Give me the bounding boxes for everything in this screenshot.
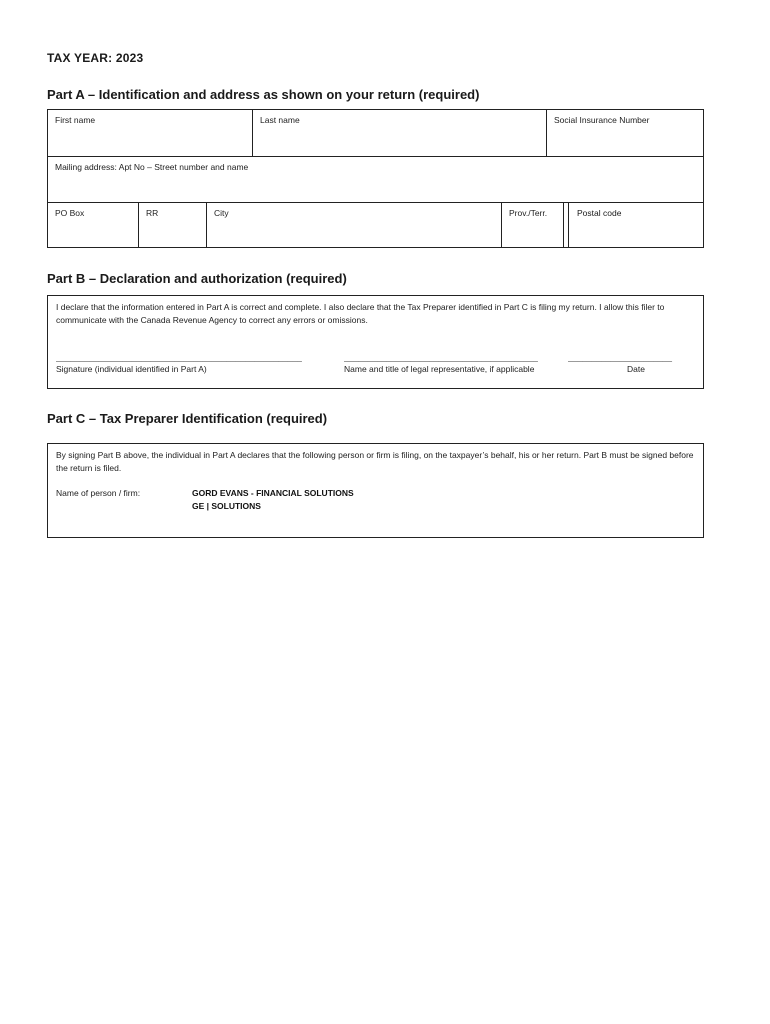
address-detail-row [48, 203, 703, 248]
preparer-statement: By signing Part B above, the individual in Part A declares that the following person or firm is filing, on the taxpayer’s behalf, his or her return. Part B must be signed before the return is filed. [56, 450, 694, 473]
mailing-address-row [48, 157, 703, 203]
city-label: City [214, 208, 229, 218]
postal-code-label: Postal code [577, 208, 622, 218]
prov-terr-field[interactable] [501, 203, 564, 248]
date-label: Date [627, 364, 645, 374]
rr-field[interactable] [138, 203, 206, 248]
part-b-declaration-box [47, 295, 704, 389]
part-c-heading: Part C – Tax Preparer Identification (required) [47, 411, 328, 426]
sin-label: Social Insurance Number [554, 115, 650, 125]
representative-line[interactable]: _________________________________________ [344, 352, 538, 362]
firm-name-line-2: GE | SOLUTIONS [192, 501, 261, 511]
part-a-heading: Part A – Identification and address as shown on your return (required) [47, 87, 480, 102]
signature-line[interactable]: ____________________________________________________ [56, 352, 302, 362]
po-box-label: PO Box [55, 208, 85, 218]
prov-terr-label: Prov./Terr. [509, 208, 548, 218]
part-b-heading: Part B – Declaration and authorization (required) [47, 271, 347, 286]
firm-name-line-1: GORD EVANS - FINANCIAL SOLUTIONS [192, 488, 354, 498]
first-name-field[interactable] [48, 110, 252, 156]
mailing-address-label: Mailing address: Apt No – Street number and name [55, 162, 249, 172]
last-name-label: Last name [260, 115, 300, 125]
date-line[interactable]: ______________________ [568, 352, 673, 362]
representative-label: Name and title of legal representative, if applicable [344, 364, 535, 374]
signature-label: Signature (individual identified in Part A) [56, 364, 207, 374]
rr-label: RR [146, 208, 159, 218]
part-a-identification-table [47, 109, 704, 248]
name-of-person-firm-label: Name of person / firm: [56, 488, 141, 498]
name-row [48, 110, 703, 157]
declaration-text: I declare that the information entered in Part A is correct and complete. I also declare that the Tax Preparer identified in Part C is filing my return. I allow this filer to communicate with the Canada Revenue Agency to correct any errors or omissions. [56, 302, 665, 325]
postal-code-field[interactable] [568, 203, 703, 248]
mailing-address-field[interactable] [48, 157, 703, 202]
tax-year: TAX YEAR: 2023 [47, 51, 144, 65]
first-name-label: First name [55, 115, 96, 125]
last-name-field[interactable] [252, 110, 546, 156]
po-box-field[interactable] [48, 203, 138, 248]
sin-field[interactable] [546, 110, 703, 156]
part-c-preparer-box [47, 443, 704, 538]
city-field[interactable] [206, 203, 501, 248]
